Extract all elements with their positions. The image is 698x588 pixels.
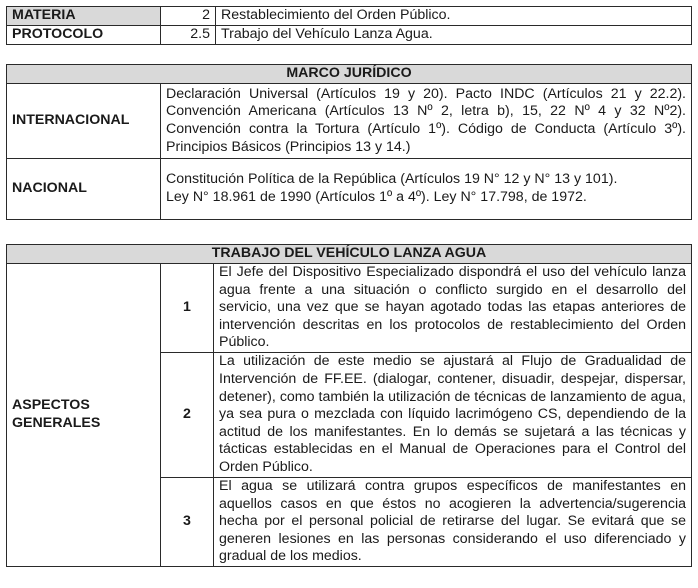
- marco-label-nacional: NACIONAL: [7, 159, 161, 220]
- item-number-2: 2: [161, 353, 214, 478]
- protocolo-row: [7, 26, 692, 45]
- item-text-3: El agua se utilizará contra grupos específicos de manifestantes en aquellos casos en que éstos no acogieren la advertencia/sugerencia hecha por el personal policial de retirarse del lugar. Se evitará que se generen lesiones en las personas considerando el uso diferenciado y gradual de los medios.: [214, 478, 692, 567]
- item-number-1: 1: [161, 264, 214, 353]
- protocolo-label: PROTOCOLO: [7, 26, 161, 45]
- item-text-2: La utilización de este medio se ajustará al Flujo de Gradualidad de Intervención de FF.EE. (dialogar, contener, disuadir, despejar, dispersar, detener), como también la utilización de técnicas de lanzamiento de agua, ya sea pura o mezclada con líquido lacrimógeno CS, dependiendo de la actitud de los manifestantes. En lo demás se sujetará a las técnicas y tácticas establecidas en el Manual de Operaciones para el Control del Orden Público.: [214, 353, 692, 478]
- protocolo-value: Trabajo del Vehículo Lanza Agua.: [216, 26, 692, 45]
- marco-juridico-table: [6, 64, 692, 220]
- marco-text-nacional: [161, 159, 692, 220]
- item-number-3: 3: [161, 478, 214, 567]
- trabajo-item-1: [7, 264, 692, 353]
- materia-number: 2: [161, 7, 216, 26]
- header-table: [6, 6, 692, 45]
- marco-label-internacional: INTERNACIONAL: [7, 84, 161, 159]
- marco-text-internacional: Declaración Universal (Artículos 19 y 20). Pacto INDC (Artículos 21 y 22.2). Convención Americana (Artículos 13 Nº 2, letra b), 15, 22 Nº 4 y 32 Nº2). Convención contra la Tortura (Artículo 1º). Código de Conducta (Artículo 3º). Principios Básicos (Principios 13 y 14.): [161, 84, 692, 159]
- marco-text-nacional-line1: Constitución Política de la República (Artículos 19 N° 12 y N° 13 y 101).: [166, 171, 618, 188]
- materia-label: MATERIA: [7, 7, 161, 26]
- trabajo-title: TRABAJO DEL VEHÍCULO LANZA AGUA: [7, 245, 692, 264]
- marco-juridico-title: MARCO JURÍDICO: [7, 65, 692, 84]
- protocolo-number: 2.5: [161, 26, 216, 45]
- item-text-1: El Jefe del Dispositivo Especializado dispondrá el uso del vehículo lanza agua frente a una situación o conflicto surgido en el desarrollo del servicio, una vez que se hayan agotado todas las etapas anteriores de intervención descritas en los protocolos de restablecimiento del Orden Público.: [214, 264, 692, 353]
- trabajo-table: [6, 244, 692, 567]
- aspectos-generales-label: ASPECTOS GENERALES: [7, 264, 161, 567]
- marco-text-nacional-line2: Ley N° 18.961 de 1990 (Artículos 1º a 4º). Ley N° 17.798, de 1972.: [166, 189, 587, 205]
- materia-value: Restablecimiento del Orden Público.: [216, 7, 692, 26]
- marco-row-nacional: [7, 159, 692, 220]
- materia-row: [7, 7, 692, 26]
- marco-row-internacional: [7, 84, 692, 159]
